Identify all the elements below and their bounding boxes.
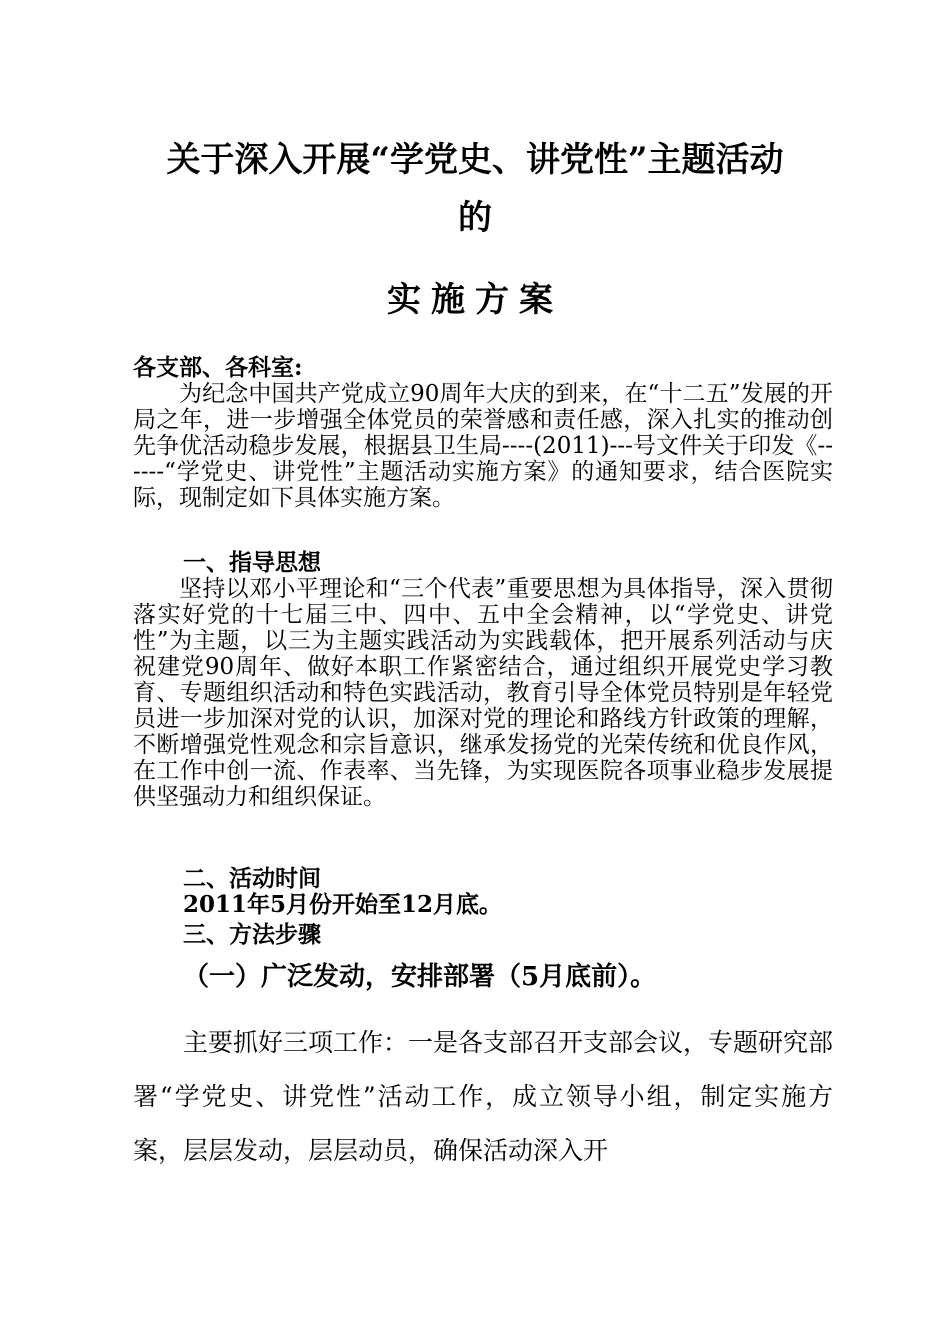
section-1-body: 坚持以邓小平理论和“三个代表”重要思想为具体指导，深入贯彻落实好党的十七届三中、四中、五中全会精神，以“学党史、讲党性”为主题，以三为主题实践活动为实践载体，把开展系列活动与庆祝建党90周年、做好本职工作紧密结合，通过组织开展党史学习教育、专题组织活动和特色实践活动，教育引导全体党员特别是年轻党员进一步加深对党的认识，加深对党的理论和路线方针政策的理解，不断增强党性观念和宗旨意识，继承发扬党的光荣传统和优良作风，在工作中创一流、作表率、当先锋，为实现医院各项事业稳步发展提供坚强动力和组织保证。 xyxy=(133,576,833,810)
intro-paragraph: 为纪念中国共产党成立90周年大庆的到来，在“十二五”发展的开局之年，进一步增强全体党员的荣誉感和责任感，深入扎实的推动创先争优活动稳步发展，根据县卫生局----(2011)---号文件关于印发《------“学党史、讲党性”主题活动实施方案》的通知要求，结合医院实际，现制定如下具体实施方案。 xyxy=(133,381,833,511)
document-title-line-1: 关于深入开展“学党史、讲党性”主题活动 xyxy=(166,140,784,180)
section-1-heading: 一、指导思想 xyxy=(183,549,321,576)
document-title-line-3: 实施方案 xyxy=(387,280,563,320)
section-3-heading: 三、方法步骤 xyxy=(183,921,321,948)
section-2-heading: 二、活动时间 xyxy=(183,865,321,892)
document-title-line-2: 的 xyxy=(458,198,492,238)
section-3-sub-1-body: 主要抓好三项工作：一是各支部召开支部会议，专题研究部署“学党史、讲党性”活动工作，成立领导小组，制定实施方案，层层发动，层层动员，确保活动深入开 xyxy=(133,1028,834,1165)
salutation: 各支部、各科室: xyxy=(133,354,303,381)
section-3-subheading-1: （一）广泛发动，安排部署（5月底前）。 xyxy=(183,962,657,992)
section-2-body: 2011年5月份开始至12月底。 xyxy=(183,891,503,918)
